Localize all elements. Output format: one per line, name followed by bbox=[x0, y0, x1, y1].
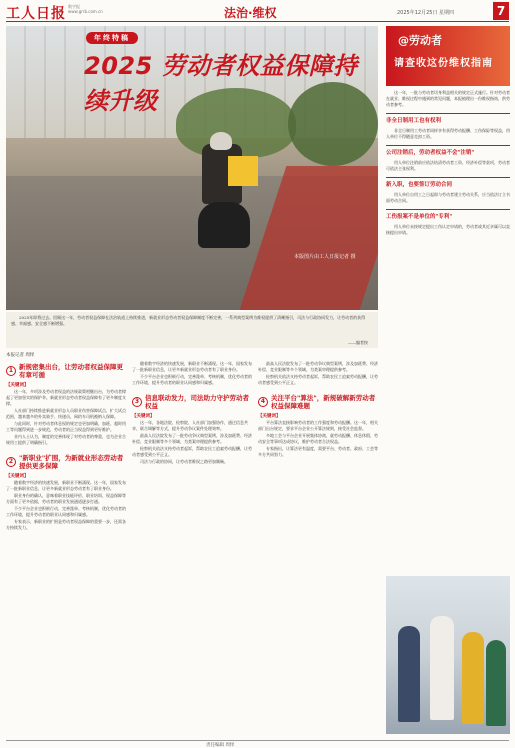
article-section-header bbox=[6, 363, 128, 379]
keyword-label: 【关键词】 bbox=[132, 414, 155, 419]
article-paragraph: 专家指出，让算法更有温度，需要平台、劳动者、政府、工会等多方共同努力。 bbox=[258, 446, 378, 457]
footer-editor: 责任编辑 周怿 bbox=[206, 743, 235, 748]
article-column bbox=[6, 360, 128, 531]
article-paragraph: 平台算法直接影响劳动者的工作强度和劳动报酬。这一年，相关部门出台规定，要求平台企业公开算法规则，接受社会监督。 bbox=[258, 420, 378, 431]
sidebar-section-title: 非全日制用工也有权利 bbox=[386, 113, 510, 124]
article-section-title: 关注平台"算法"，新规破解新劳动者权益保障难题 bbox=[271, 394, 376, 410]
article-paragraph: 职业身份的确认，意味着职业技能评价、职业培训、权益保障等方面有了更多依据，劳动者的职业发展通道逐步打通。 bbox=[6, 493, 126, 504]
sidebar-guide bbox=[386, 26, 510, 236]
hero-helmet bbox=[210, 132, 232, 150]
article-paragraph: 这一年，多项涉及劳动者权益的法规政策相继出台，为劳动者撑起了更加坚实的保护伞。新就业形态劳动者权益保障有了更多制度支撑。 bbox=[6, 389, 126, 406]
issue-date: 2025年12月25日 星期四 bbox=[397, 10, 455, 16]
article-paragraph: 多地工会与平台企业开展集体协商，就劳动报酬、休息休假、劳动安全等事项达成协议，维护劳动者合法权益。 bbox=[258, 433, 378, 444]
feature-tag: 年终特稿 bbox=[86, 32, 138, 44]
editor-note bbox=[6, 312, 378, 348]
editor-note-text: 2025年即将过去。回顾这一年，劳动者权益保障在法治轨道上持续推进，新就业形态劳动者权益保障制度不断完善，一系列典型案例为维权提供了清晰指引，司法与行政协同发力，让劳动者的获得感、幸福感、安全感不断增强。 bbox=[11, 315, 366, 326]
keyword-label: 【关键词】 bbox=[6, 474, 29, 479]
editor-note-sign: ——编者按 bbox=[348, 340, 368, 345]
article-column bbox=[258, 360, 380, 458]
sidebar-subtitle: 请查收这份维权指南 bbox=[394, 58, 493, 69]
hero-photo bbox=[6, 26, 378, 310]
article-paragraph: 最高人民法院发布了一批劳动争议典型案例，涉及加班费、经济补偿、竞业限制等多个领域，为类案审理提供参考。 bbox=[258, 361, 378, 372]
worker-figure bbox=[462, 632, 484, 724]
article-paragraph: 不少平台企业也积极行动，完善派单、考核机制，优化劳动者的工作环境，提升劳动者的职业认同感和归属感。 bbox=[6, 506, 126, 517]
sidebar-section-title: 工伤报案不是单位的"专利" bbox=[386, 209, 510, 220]
article-paragraph: 不少平台企业也积极行动，完善派单、考核机制，优化劳动者的工作环境，提升劳动者的职业认同感和归属感。 bbox=[132, 374, 252, 385]
article-paragraph: 业内人士认为，制度的完善体现了对劳动者的尊重，也为企业合规用工提供了明确指引。 bbox=[6, 434, 126, 445]
sidebar-intro: 这一年，一批与劳动者切身利益相关的规定正式施行。针对劳动者在就业、维权过程中遇到的常见问题，本报梳理出一份维权指南，供劳动者参考。 bbox=[386, 90, 510, 107]
sidebar-section-text: 用人单位自用工之日起即与劳动者建立劳动关系，应当依法订立书面劳动合同。 bbox=[386, 192, 510, 203]
section-number-badge: 2 bbox=[6, 457, 16, 467]
section-number-badge: 4 bbox=[258, 397, 268, 407]
article-paragraph: 检察机关依法支持劳动者起诉，帮助农民工追索劳动报酬，让劳动者感受到公平正义。 bbox=[132, 446, 252, 457]
article-paragraph: 专家表示，新职业的扩围是劳动者权益保障的重要一步，还需各方持续发力。 bbox=[6, 519, 126, 530]
sidebar-section-text: 非全日制用工劳动者同样享有获得劳动报酬、工伤保险等权益，用人单位不得随意克扣工资。 bbox=[386, 128, 510, 139]
byline: 本报记者 周怿 bbox=[6, 353, 35, 358]
article-paragraph: 最高人民法院发布了一批劳动争议典型案例，涉及加班费、经济补偿、竞业限制等多个领域，为类案审理提供参考。 bbox=[132, 433, 252, 444]
article-paragraph: 随着数字经济的快速发展，新职业不断涌现。这一年，国家发布了一批新职业信息，让更多新就业形态劳动者有了职业身份。 bbox=[132, 361, 252, 372]
photo-credit: 本版图片由工人日报记者 摄 bbox=[294, 254, 356, 260]
article-paragraph: 检察机关依法支持劳动者起诉，帮助农民工追索劳动报酬，让劳动者感受到公平正义。 bbox=[258, 374, 378, 385]
newspaper-logo: 工人日报 bbox=[6, 6, 66, 22]
article-paragraph: 与此同时，针对劳动者休息权的规定也更加明确，加班、超时用工等问题得到进一步规范，劳动者的正当权益得到更好维护。 bbox=[6, 421, 126, 432]
section-number-badge: 3 bbox=[132, 397, 142, 407]
sidebar-section-title: 公司注销后，劳动者权益不会"注销" bbox=[386, 145, 510, 156]
article-section-title: "新职业"扩围，为新就业形态劳动者提供更多保障 bbox=[19, 454, 124, 470]
keyword-label: 【关键词】 bbox=[258, 414, 281, 419]
worker-figure bbox=[398, 626, 420, 722]
worker-figure bbox=[430, 616, 454, 720]
section-title: 法治·维权 bbox=[224, 6, 277, 20]
article-paragraph: 人社部门持续推进新就业形态人员职业伤害保障试点，扩大试点范围，越来越多的外卖骑手、快递员、网约车司机被纳入保障。 bbox=[6, 408, 126, 419]
article-paragraph: 司法与行政的协同，让劳动者维权之路更加顺畅。 bbox=[140, 459, 228, 464]
page-footer bbox=[6, 740, 509, 748]
masthead bbox=[6, 2, 509, 22]
sidebar-header bbox=[386, 26, 510, 86]
workers-photo bbox=[386, 576, 510, 734]
sidebar-title: @劳动者 bbox=[398, 34, 442, 47]
hero-delivery-box bbox=[228, 156, 258, 186]
article-paragraph: 这一年，各地法院、检察院、人社部门加强协作，通过信息共享、联合调解等方式，提升劳动争议案件处理效率。 bbox=[132, 420, 248, 431]
sidebar-section-title: 新入职，也要签订劳动合同 bbox=[386, 177, 510, 188]
sidebar-section-text: 用人单位未按规定提出工伤认定申请的，劳动者或其近亲属可以直接提出申请。 bbox=[386, 224, 510, 235]
article-paragraph: 随着数字经济的快速发展，新职业不断涌现。这一年，国家发布了一批新职业信息，让更多新就业形态劳动者有了职业身份。 bbox=[6, 480, 126, 491]
page-number: 7 bbox=[493, 2, 509, 20]
article-section-title: 新规密集出台，让劳动者权益保障更有章可循 bbox=[19, 363, 123, 379]
masthead-subtitle: 数字报 www.grrb.com.cn bbox=[68, 4, 103, 14]
worker-figure bbox=[486, 640, 506, 726]
sidebar-section-text: 用人单位注销前应依法结清劳动者工资、经济补偿等款项，劳动者可依法主张权利。 bbox=[386, 160, 510, 171]
main-headline: 2025 劳动者权益保障持续升级 bbox=[84, 52, 358, 115]
article-section-title: 信息联动发力，司法助力守护劳动者权益 bbox=[145, 394, 249, 410]
keyword-label: 【关键词】 bbox=[6, 383, 29, 388]
article-section-header bbox=[6, 454, 128, 470]
hero-scooter bbox=[198, 202, 250, 248]
section-number-badge: 1 bbox=[6, 366, 16, 376]
article-section-header bbox=[258, 394, 380, 410]
article-column bbox=[132, 360, 254, 465]
article-section-header bbox=[132, 394, 254, 410]
